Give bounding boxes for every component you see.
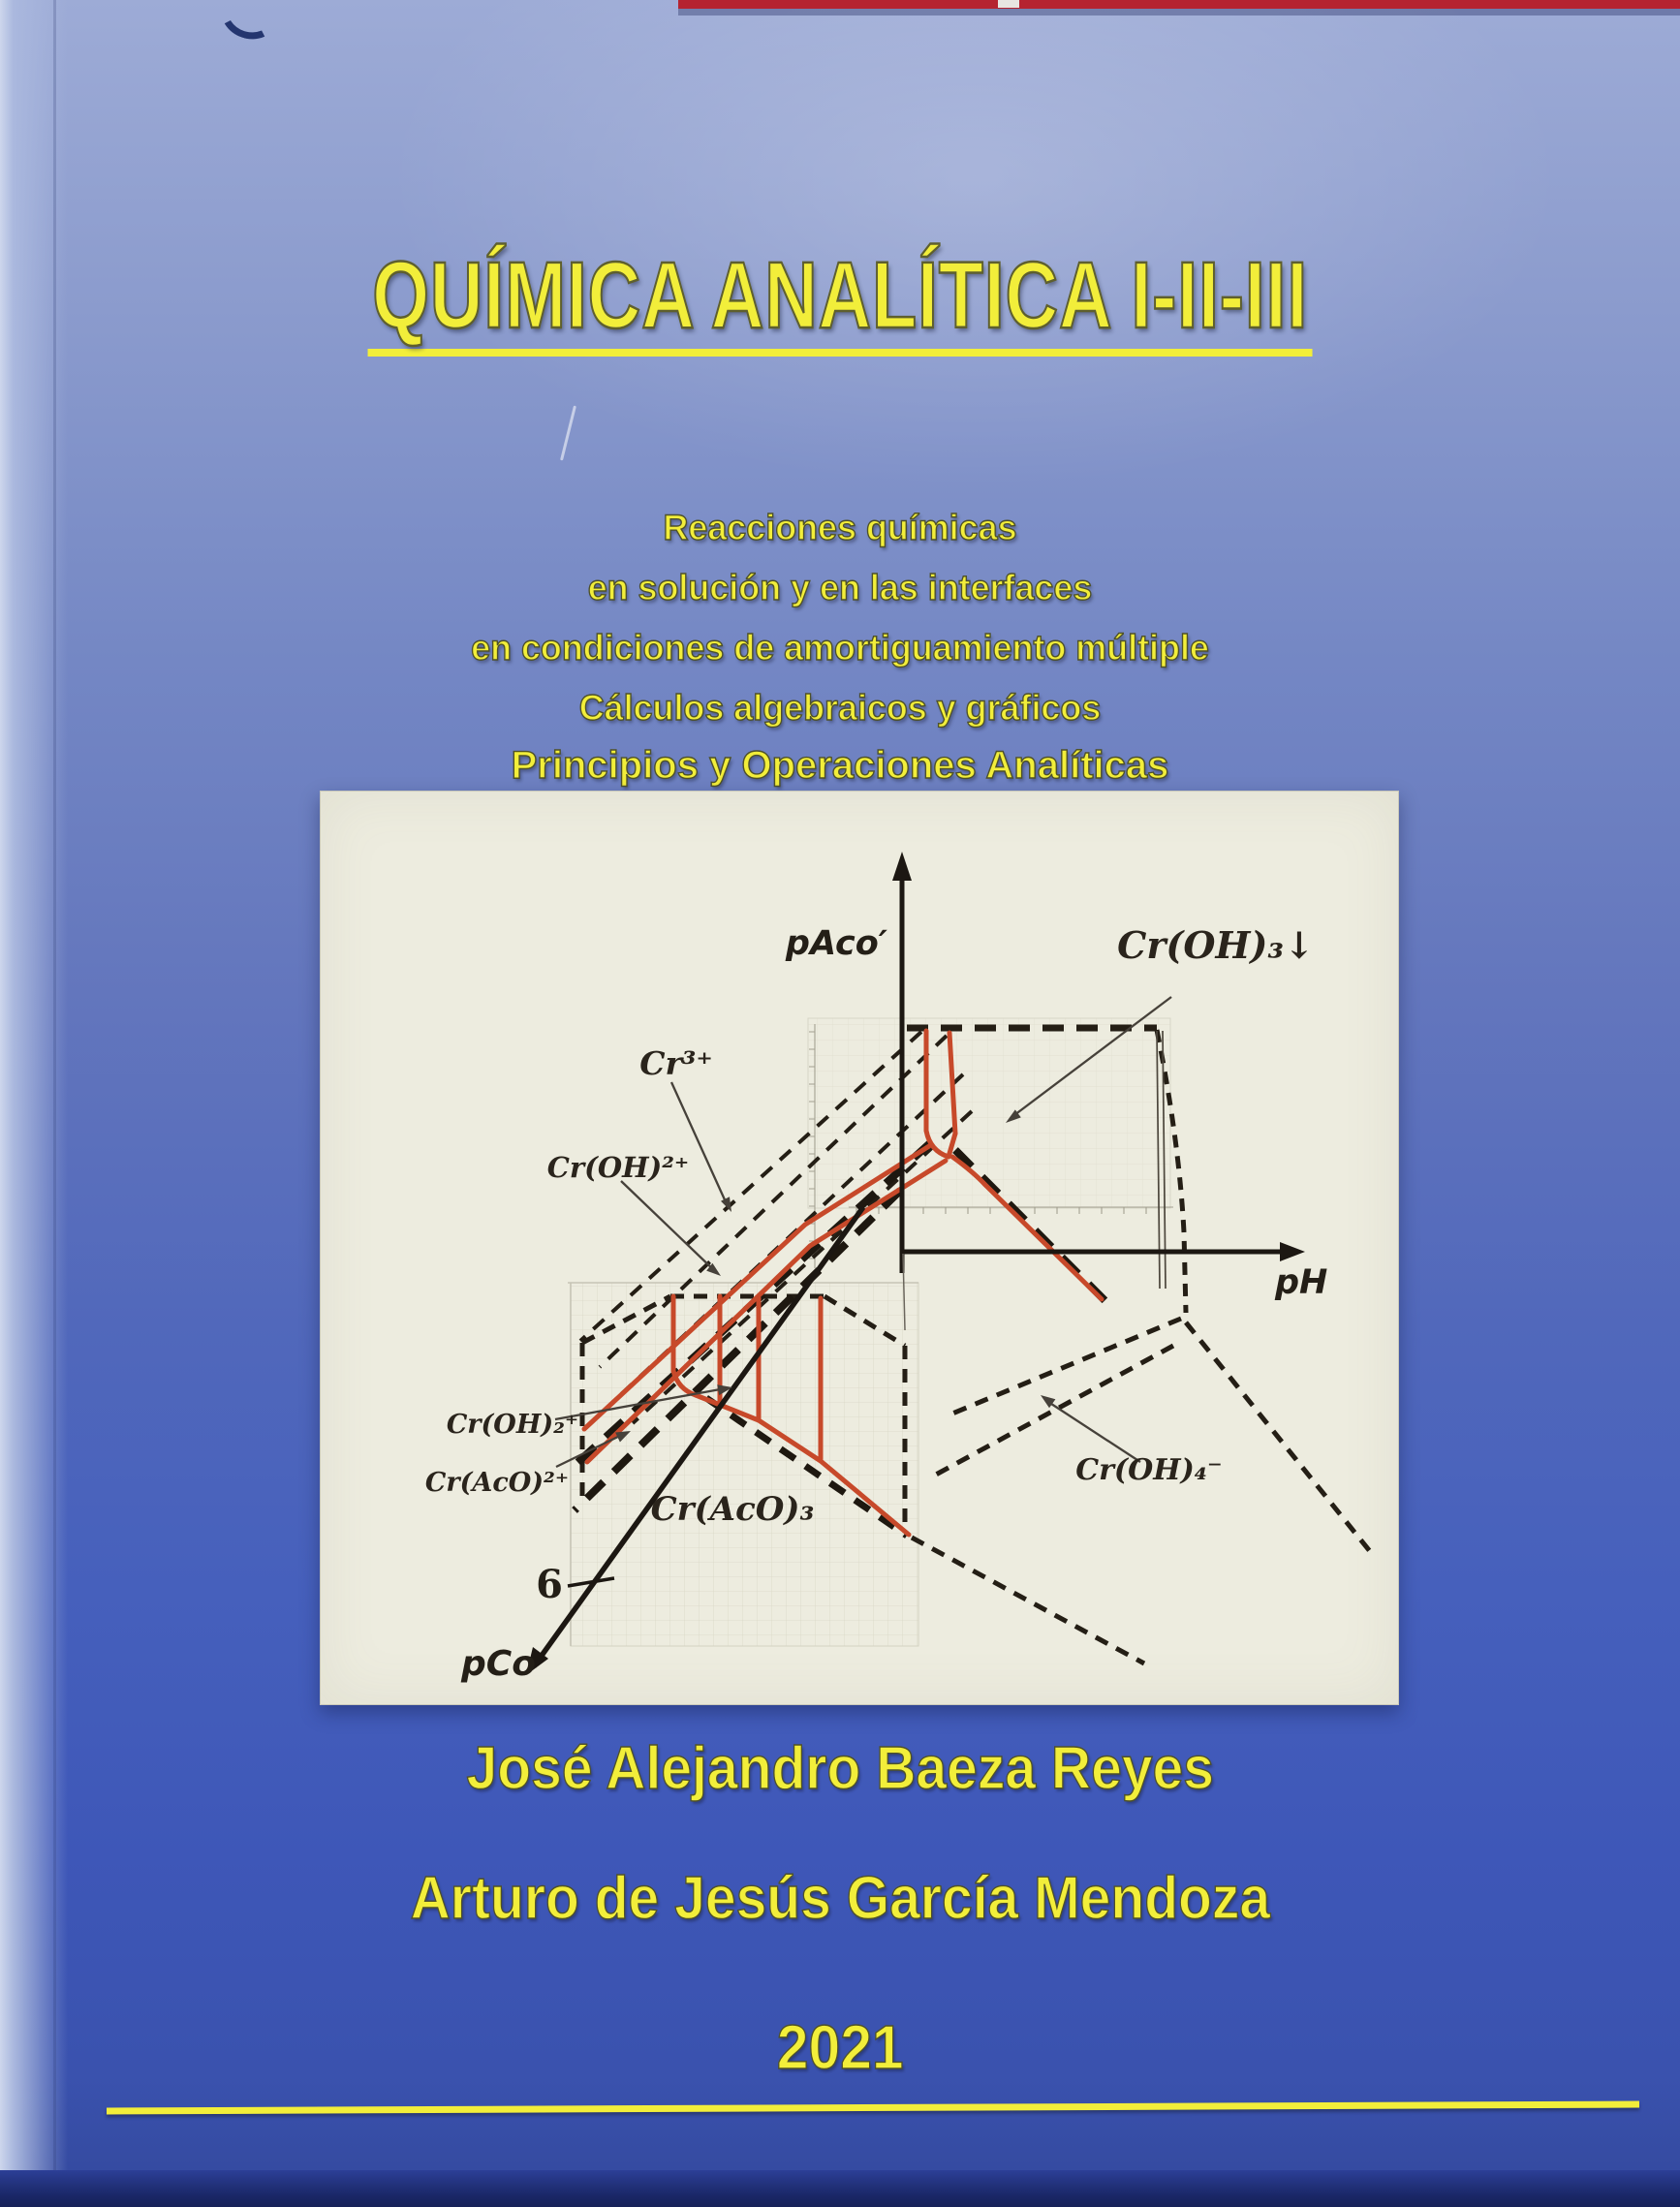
pco-axis-label: pCo [461,1644,536,1684]
top-edge-curl-mark [214,0,285,47]
cover-glare-scratch [560,405,576,460]
year-value: 2021 [776,2012,904,2082]
background-red-strip [678,0,1680,9]
author-line-2 [0,1864,1680,1933]
book-title: QUÍMICA ANALÍTICA I-II-III [367,248,1312,357]
year-line [0,2011,1680,2083]
ph-axis-arrow [1280,1242,1305,1261]
bottom-navy-bar [0,2170,1680,2207]
red-strip-notch [998,0,1019,8]
subtitle-line-3: en condiciones de amortiguamiento múltiple [471,628,1209,668]
top-edge-shadow [678,9,1680,16]
bottom-yellow-rule [107,2101,1639,2115]
series-line: Principios y Operaciones Analíticas [511,744,1169,787]
label-cr3plus: Cr³⁺ [639,1044,713,1082]
label-croh3-precip: Cr(OH)₃↓ [1117,923,1315,967]
author-name-2: Arturo de Jesús García Mendoza [410,1865,1270,1932]
label-craco3: Cr(AcO)₃ [650,1490,815,1529]
author-name-1: José Alejandro Baeza Reyes [466,1735,1214,1802]
subtitle-line-2: en solución y en las interfaces [587,568,1093,607]
label-craco-2plus: Cr(AcO)²⁺ [424,1468,570,1498]
figure-panel [320,791,1399,1705]
ph-axis-label: pH [1275,1263,1328,1302]
label-croh2-plus: Cr(OH)₂⁺ [446,1410,579,1440]
label-croh-2plus: Cr(OH)²⁺ [546,1151,690,1184]
subtitle-block [0,498,1680,738]
paco-axis-label: pAco′ [785,924,887,963]
subtitle-line-1: Reacciones químicas [663,508,1017,547]
author-line-1 [0,1734,1680,1803]
predominance-diagram [321,792,1398,1704]
arrow-cr3plus [671,1082,728,1206]
pco-tick-label: 6 [536,1562,563,1607]
paco-axis-arrow [892,852,912,881]
label-croh4-minus: Cr(OH)₄⁻ [1075,1453,1223,1487]
subtitle-line-4: Cálculos algebraicos y gráficos [578,688,1102,728]
title-block [0,242,1680,357]
